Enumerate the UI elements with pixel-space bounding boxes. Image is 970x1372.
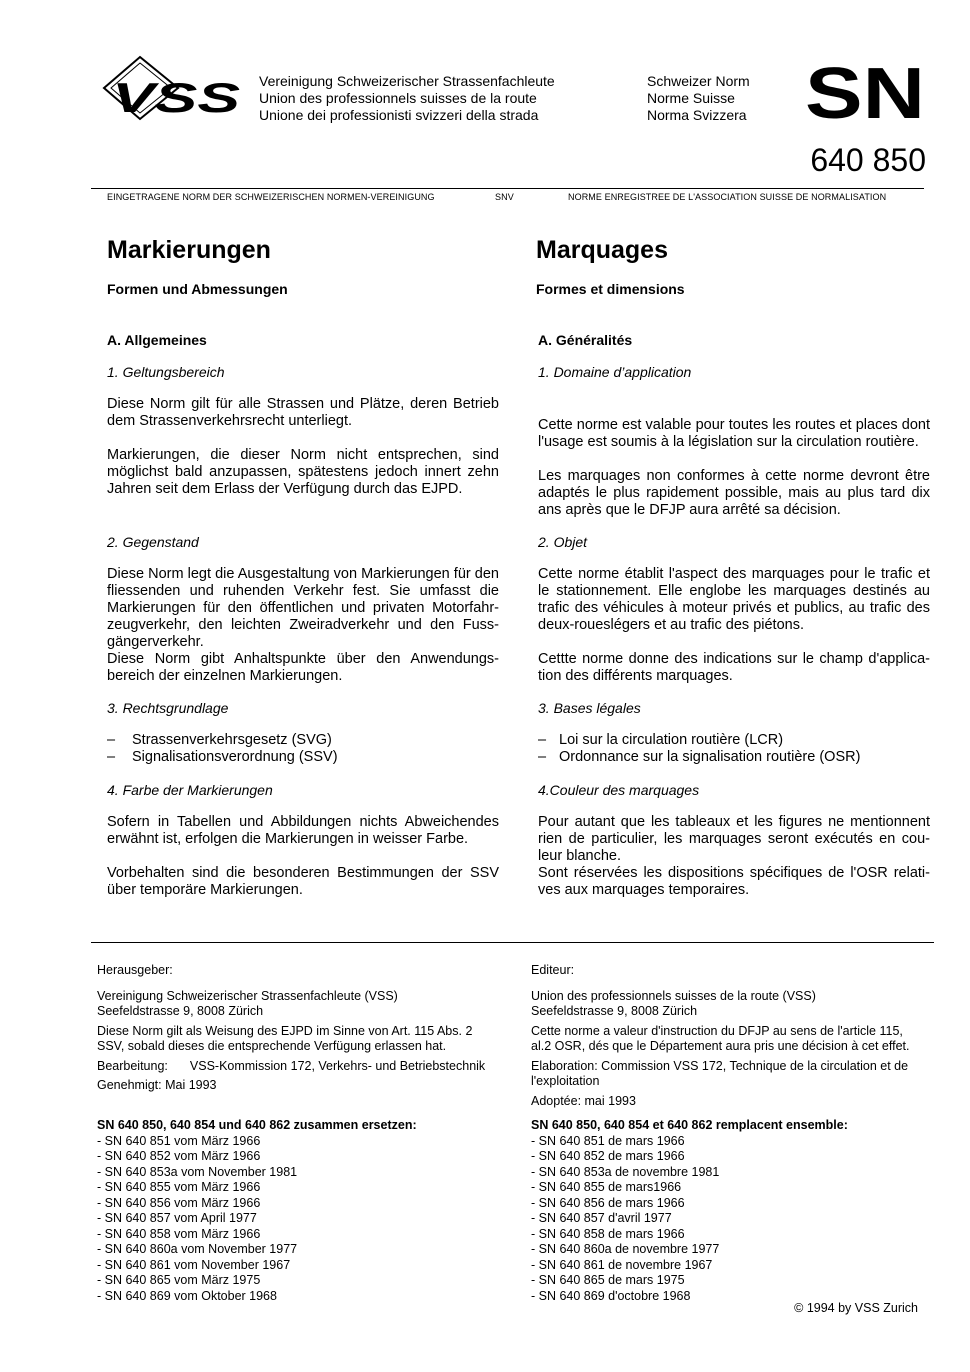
list-item: - SN 640 865 de mars 1975 — [531, 1273, 685, 1287]
editor-label-de: Herausgeber: — [97, 963, 173, 977]
list-item: - SN 640 855 de mars1966 — [531, 1180, 682, 1194]
list-item: - SN 640 853a vom November 1981 — [97, 1164, 298, 1179]
s4-title-de: 4. Farbe der Markierungen — [107, 782, 273, 798]
subtitle-fr: Formes et dimensions — [536, 281, 685, 297]
column-de — [107, 236, 499, 297]
list-item: - SN 640 860a de novembre 1977 — [531, 1242, 720, 1256]
vss-logo — [100, 55, 245, 121]
list-item: - SN 640 857 vom April 1977 — [97, 1211, 257, 1225]
registration-de: EINGETRAGENE NORM DER SCHWEIZERISCHEN NORMEN-VEREINIGUNG — [107, 192, 435, 202]
list-item: - SN 640 856 de mars 1966 — [531, 1195, 685, 1210]
s4-p2-de: Vorbehalten sind die besonderen Bestimmungen der SSV über temporäre Markierungen. — [107, 865, 499, 898]
s3-list-de — [107, 732, 499, 766]
s4-p2-fr: Sont réservées les dispositions spécifiques de l'OSR relati-ves aux marquages temporaires. — [538, 865, 930, 898]
directive-line2-de: SSV, sobald dieses die entsprechende Verfügung erlassen hat. — [97, 1039, 447, 1053]
list-item: – Strassenverkehrsgesetz (SVG) — [107, 732, 332, 748]
org-name-fr: Union des professionnels suisses de la route — [259, 90, 537, 106]
replaces-title-fr: SN 640 850, 640 854 et 640 862 remplacent ensemble: — [531, 1118, 848, 1132]
list-item: - SN 640 851 de mars 1966 — [531, 1133, 685, 1148]
editor-address-fr: Seefeldstrasse 9, 8008 Zürich — [531, 1004, 698, 1018]
replaces-fr — [531, 1118, 931, 1304]
sn-logo-text: SN — [805, 62, 925, 122]
list-item: - SN 640 869 vom Oktober 1968 — [97, 1288, 277, 1303]
preparation-line2-fr: l'exploitation — [531, 1074, 600, 1088]
list-item: - SN 640 855 vom März 1966 — [97, 1180, 261, 1194]
norm-type — [647, 73, 750, 124]
s1-p1-fr: Cette norme est valable pour toutes les routes et places dont l'usage est soumis à la législation sur la circulation routière. — [538, 417, 930, 450]
s1-p1-de: Diese Norm gilt für alle Strassen und Plätze, deren Betrieb dem Strassenverkehrsrecht unterliegt. — [107, 396, 499, 429]
directive-line2-fr: al.2 OSR, dés que le Département aura pris une décision à cet effet. — [531, 1039, 910, 1053]
norm-type-fr: Norme Suisse — [647, 90, 735, 106]
directive-line1-fr: Cette norme a valeur d'instruction du DFJP au sens de l'article 115, — [531, 1023, 903, 1038]
sn-logo — [805, 62, 927, 122]
replaces-list-de — [97, 1134, 517, 1305]
org-names — [259, 73, 555, 124]
directive-line1-de: Diese Norm gilt als Weisung des EJPD im Sinne von Art. 115 Abs. 2 — [97, 1023, 473, 1038]
list-item: - SN 640 861 de novembre 1967 — [531, 1257, 713, 1272]
title-fr: Marquages — [536, 236, 668, 264]
editor-label-fr: Editeur: — [531, 963, 575, 977]
s3-list-fr — [538, 732, 930, 766]
list-item: - SN 640 852 vom März 1966 — [97, 1149, 261, 1163]
norm-number: 640 850 — [810, 142, 926, 178]
preparation-line1-fr: Elaboration: Commission VSS 172, Technique de la circulation et de — [531, 1058, 909, 1073]
list-item: - SN 640 852 de mars 1966 — [531, 1149, 685, 1163]
s1-p2-fr: Les marquages non conformes à cette norme devront être adaptés le plus rapidement possible, mais au plus tard dix ans après que le DFJP aura arrêté sa décision. — [538, 468, 930, 518]
s1-p2-de: Markierungen, die dieser Norm nicht entsprechen, sind möglichst bald anzupassen, spätestens jedoch innert zehn Jahren seit dem Erlass der Verfügung durch das EJPD. — [107, 447, 499, 497]
list-item: - SN 640 865 vom März 1975 — [97, 1273, 261, 1287]
copyright: © 1994 by VSS Zurich — [794, 1301, 918, 1315]
approved-de: Genehmigt: Mai 1993 — [97, 1078, 217, 1092]
section-a-de: A. Allgemeines — [107, 332, 207, 348]
org-name-de: Vereinigung Schweizerischer Strassenfachleute — [259, 73, 555, 89]
footer-fr — [531, 963, 931, 1109]
s2-p2-de: Diese Norm gibt Anhaltspunkte über den Anwendungs-bereich der einzelnen Markierungen. — [107, 651, 499, 684]
editor-name-fr: Union des professionnels suisses de la route (VSS) — [531, 988, 816, 1003]
s3-title-de: 3. Rechtsgrundlage — [107, 700, 229, 716]
s2-p2-fr: Cettte norme donne des indications sur le champ d'applica-tion des différents marquages. — [538, 651, 930, 684]
list-item: - SN 640 857 d'avril 1977 — [531, 1211, 672, 1225]
editor-name-de: Vereinigung Schweizerischer Strassenfachleute (VSS) — [97, 988, 398, 1003]
list-item: – Loi sur la circulation routière (LCR) — [538, 732, 784, 748]
registration-snv: SNV — [495, 192, 514, 202]
list-item: - SN 640 861 vom November 1967 — [97, 1257, 291, 1272]
list-item: – Ordonnance sur la signalisation routière (OSR) — [538, 749, 861, 765]
title-de: Markierungen — [107, 236, 271, 264]
header-divider — [91, 188, 924, 189]
norm-type-de: Schweizer Norm — [647, 73, 750, 89]
s2-p1-de: Diese Norm legt die Ausgestaltung von Markierungen für den fliessenden und ruhenden Verkehr fest. Sie umfasst die Markierungen für den öffentlichen und privaten Motorfahr-zeugverkehr, den leichten Zweiradverkehr und den Fuss-gängerverkehr. — [107, 566, 499, 650]
registration-fr: NORME ENREGISTREE DE L'ASSOCIATION SUISSE DE NORMALISATION — [568, 192, 887, 202]
column-fr — [536, 236, 928, 297]
norm-type-it: Norma Svizzera — [647, 107, 747, 123]
list-item: - SN 640 869 d'octobre 1968 — [531, 1288, 691, 1303]
list-item: - SN 640 860a vom November 1977 — [97, 1242, 298, 1256]
list-item: - SN 640 858 vom März 1966 — [97, 1226, 261, 1241]
s1-title-fr: 1. Domaine d’application — [538, 364, 692, 380]
vss-logo-text: VSS — [112, 74, 240, 121]
s4-p1-fr: Pour autant que les tableaux et les figures ne mentionnent rien de particulier, les marquages seront exécutés en cou-leur blanche. — [538, 814, 930, 864]
list-item: – Signalisationsverordnung (SSV) — [107, 749, 338, 765]
replaces-title-de: SN 640 850, 640 854 und 640 862 zusammen ersetzen: — [97, 1118, 417, 1132]
s4-title-fr: 4.Couleur des marquages — [538, 782, 700, 798]
editor-address-de: Seefeldstrasse 9, 8008 Zürich — [97, 1004, 264, 1018]
s4-p1-de: Sofern in Tabellen und Abbildungen nichts Abweichendes erwähnt ist, erfolgen die Markierungen in weisser Farbe. — [107, 814, 499, 847]
preparation-de: Bearbeitung: VSS-Kommission 172, Verkehrs- und Betriebstechnik — [97, 1058, 486, 1073]
replaces-list-fr — [531, 1134, 931, 1305]
list-item: - SN 640 856 vom März 1966 — [97, 1195, 261, 1210]
list-item: - SN 640 858 de mars 1966 — [531, 1226, 685, 1241]
list-item: - SN 640 851 vom März 1966 — [97, 1133, 261, 1148]
replaces-de — [97, 1118, 517, 1304]
list-item: - SN 640 853a de novembre 1981 — [531, 1164, 720, 1179]
footer-de — [97, 963, 517, 1094]
s3-title-fr: 3. Bases légales — [538, 700, 641, 716]
footer-divider — [91, 942, 934, 943]
approved-fr: Adoptée: mai 1993 — [531, 1093, 636, 1108]
s2-p1-fr: Cette norme établit l'aspect des marquages pour le trafic et le stationnement. Elle englobe les marquages destinés au trafic des véhicules à moteur privés et publics, au trafic des deux-roueslégers et au trafic des piétons. — [538, 566, 930, 633]
s1-title-de: 1. Geltungsbereich — [107, 364, 225, 380]
org-name-it: Unione dei professionisti svizzeri della strada — [259, 107, 539, 123]
section-a-fr: A. Généralités — [538, 332, 633, 348]
s2-title-fr: 2. Objet — [538, 534, 588, 550]
s2-title-de: 2. Gegenstand — [107, 534, 199, 550]
subtitle-de: Formen und Abmessungen — [107, 281, 288, 297]
